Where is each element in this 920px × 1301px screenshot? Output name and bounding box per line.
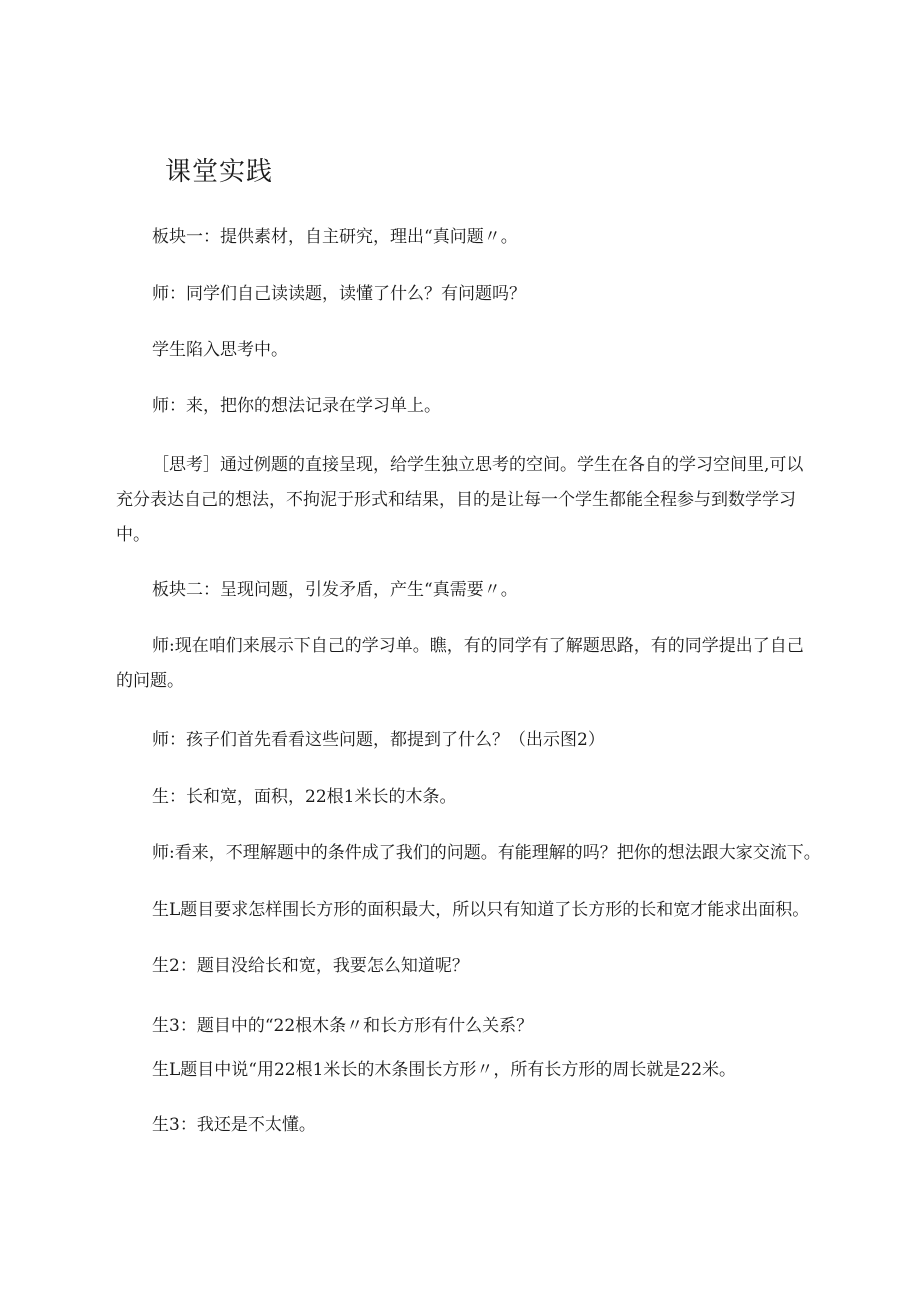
dialogue-line: 师:看来，不理解题中的条件成了我们的问题。有能理解的吗？把你的想法跟大家交流下。 <box>152 843 821 863</box>
teacher-paragraph <box>116 629 816 699</box>
dialogue-line: 生L题目要求怎样围长方形的面积最大，所以只有知道了长方形的长和宽才能求出面积。 <box>152 900 810 920</box>
dialogue-line: 生3：我还是不太懂。 <box>152 1115 316 1135</box>
reflection-line: ［思考］通过例题的直接呈现，给学生独立思考的空间。学生在各自的学习空间里,可以 <box>152 455 804 475</box>
page-title: 课堂实践 <box>165 157 274 187</box>
paragraph: 师：来，把你的想法记录在学习单上。 <box>152 396 441 416</box>
reflection-line: 中。 <box>116 525 150 545</box>
reflection-line: 充分表达自己的想法，不拘泥于形式和结果，目的是让每一个学生都能全程参与到数学学习 <box>116 490 796 510</box>
dialogue-line: 生3：题目中的“22根木条〃和长方形有什么关系？ <box>152 1016 534 1036</box>
section-heading-1: 板块一：提供素材，自主研究，理出“真问题〃。 <box>152 227 518 247</box>
teacher-line: 师:现在咱们来展示下自己的学习单。瞧，有的同学有了解题思路，有的同学提出了自己 <box>152 636 804 656</box>
paragraph: 师：同学们自己读读题，读懂了什么？有问题吗？ <box>152 284 526 304</box>
dialogue-line: 生：长和宽，面积，22根1米长的木条。 <box>152 787 457 807</box>
dialogue-line: 师：孩子们首先看看这些问题，都提到了什么？（出示图2） <box>152 730 605 750</box>
reflection-paragraph <box>116 448 816 553</box>
section-heading-2: 板块二：呈现问题，引发矛盾，产生“真需要〃。 <box>152 580 518 600</box>
dialogue-line: 生2：题目没给长和宽，我要怎么知道呢？ <box>152 956 469 976</box>
teacher-line: 的问题。 <box>116 671 184 691</box>
dialogue-line: 生L题目中说“用22根1米长的木条围长方形〃，所有长方形的周长就是22米。 <box>152 1060 737 1080</box>
paragraph: 学生陷入思考中。 <box>152 340 288 360</box>
